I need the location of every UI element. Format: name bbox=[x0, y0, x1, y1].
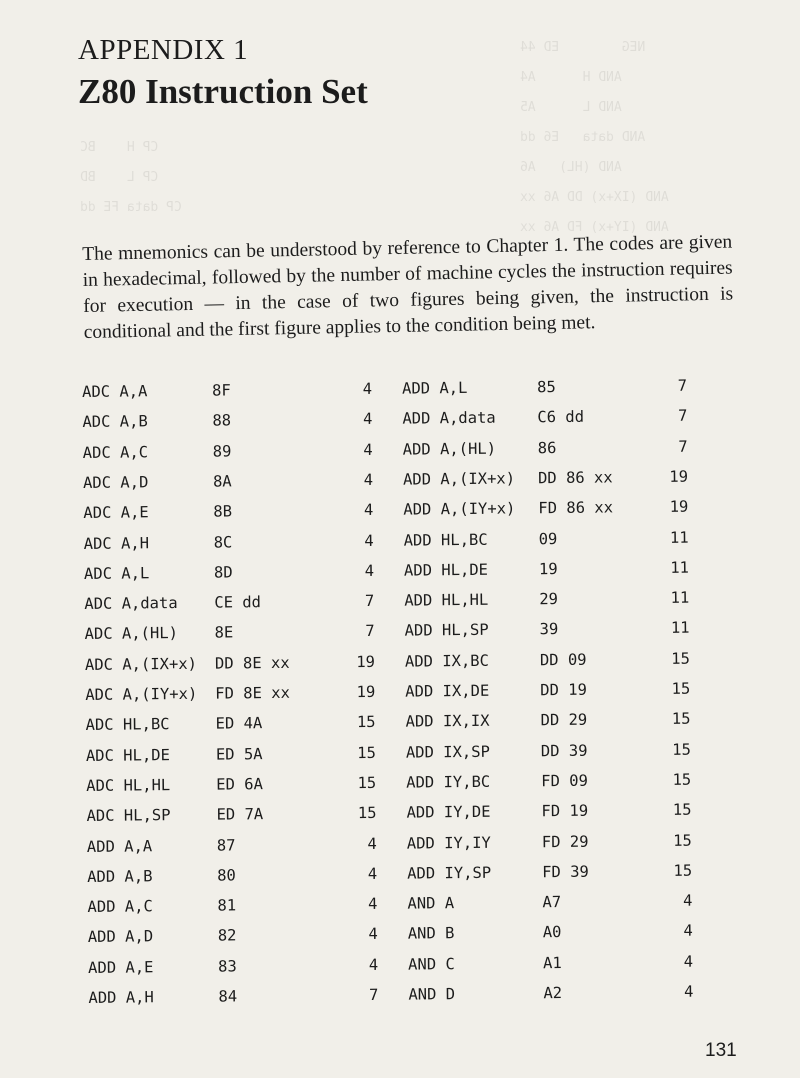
table-row bbox=[85, 679, 725, 712]
right-mnemonic: ADD IX,BC bbox=[404, 651, 490, 671]
left-cycles: 15 bbox=[357, 804, 377, 823]
right-hex-code: FD 86 xx bbox=[538, 498, 614, 518]
left-mnemonic: ADD A,A bbox=[86, 836, 153, 856]
left-cycles: 7 bbox=[368, 985, 379, 1005]
left-hex-code: 88 bbox=[212, 411, 232, 430]
right-hex-code: DD 86 xx bbox=[537, 468, 613, 488]
right-hex-code: A1 bbox=[543, 953, 562, 972]
left-hex-code: ED 6A bbox=[216, 775, 263, 794]
right-mnemonic: AND A bbox=[407, 894, 455, 913]
right-cycles: 15 bbox=[671, 649, 691, 668]
table-row bbox=[86, 800, 726, 833]
right-cycles: 15 bbox=[673, 861, 693, 880]
right-hex-code: DD 39 bbox=[540, 741, 588, 760]
page-number: 131 bbox=[705, 1040, 737, 1061]
right-mnemonic: ADD A,(IY+x) bbox=[403, 499, 516, 519]
right-cycles: 7 bbox=[677, 406, 688, 426]
left-cycles: 4 bbox=[362, 379, 373, 399]
right-cycles: 7 bbox=[678, 437, 688, 456]
table-row bbox=[82, 376, 722, 409]
right-hex-code: FD 39 bbox=[542, 862, 589, 882]
left-hex-code: 8C bbox=[213, 532, 233, 552]
right-mnemonic: ADD IX,IX bbox=[405, 712, 490, 731]
right-cycles: 15 bbox=[673, 831, 692, 850]
right-mnemonic: ADD A,(HL) bbox=[402, 439, 497, 459]
left-cycles: 4 bbox=[367, 864, 378, 883]
table-row bbox=[83, 497, 723, 530]
table-row bbox=[88, 982, 728, 1015]
right-hex-code: 39 bbox=[539, 620, 559, 639]
left-mnemonic: ADC A,D bbox=[82, 473, 149, 492]
table-row bbox=[88, 952, 728, 985]
left-hex-code: DD 8E xx bbox=[214, 653, 290, 673]
left-cycles: 15 bbox=[357, 773, 377, 793]
right-mnemonic: AND D bbox=[408, 985, 456, 1004]
left-hex-code: ED 5A bbox=[215, 744, 263, 764]
left-cycles: 4 bbox=[364, 531, 374, 550]
left-hex-code: 81 bbox=[217, 896, 237, 915]
left-mnemonic: ADC A,data bbox=[84, 594, 178, 614]
table-row bbox=[84, 588, 724, 621]
right-mnemonic: ADD IY,IY bbox=[406, 833, 491, 853]
right-cycles: 19 bbox=[669, 467, 689, 486]
left-hex-code: 80 bbox=[217, 866, 236, 885]
right-cycles: 7 bbox=[677, 376, 688, 395]
right-mnemonic: ADD IY,DE bbox=[406, 802, 491, 822]
right-cycles: 15 bbox=[672, 770, 692, 789]
right-cycles: 4 bbox=[683, 982, 694, 1001]
right-hex-code: DD 29 bbox=[540, 711, 588, 730]
right-mnemonic: AND C bbox=[408, 954, 455, 974]
intro-paragraph: The mnemonics can be understood by reference to Chapter 1. The codes are given in hexadecimal, followed by the number of machine cycles the instruction requires for execution — in the case of two figures being given, the instruction is conditional and the first figure applies to the condition being met. bbox=[82, 231, 734, 343]
right-hex-code: DD 09 bbox=[539, 650, 587, 669]
left-mnemonic: ADD A,B bbox=[87, 867, 153, 886]
right-cycles: 11 bbox=[670, 558, 690, 577]
right-mnemonic: ADD IY,BC bbox=[406, 772, 491, 792]
right-cycles: 4 bbox=[683, 922, 693, 941]
right-hex-code: FD 09 bbox=[541, 771, 588, 791]
left-mnemonic: ADC A,H bbox=[83, 533, 150, 553]
left-mnemonic: ADC A,(IX+x) bbox=[84, 654, 198, 674]
left-cycles: 7 bbox=[364, 592, 375, 611]
left-mnemonic: ADC A,L bbox=[83, 564, 150, 583]
instruction-table bbox=[82, 376, 729, 1033]
left-hex-code: 84 bbox=[218, 987, 238, 1006]
left-hex-code: CE dd bbox=[214, 593, 262, 612]
left-mnemonic: ADD A,H bbox=[88, 988, 154, 1007]
table-row bbox=[85, 649, 725, 682]
left-hex-code: FD 8E xx bbox=[215, 683, 291, 703]
left-cycles: 4 bbox=[368, 895, 378, 914]
left-mnemonic: ADC A,(IY+x) bbox=[85, 684, 198, 704]
left-mnemonic: ADC HL,HL bbox=[86, 775, 171, 795]
right-mnemonic: ADD IY,SP bbox=[407, 863, 492, 883]
right-cycles: 15 bbox=[671, 679, 691, 698]
left-mnemonic: ADC A,E bbox=[83, 503, 149, 523]
right-hex-code: A2 bbox=[543, 984, 563, 1003]
table-row bbox=[83, 437, 723, 470]
right-hex-code: A7 bbox=[542, 893, 562, 912]
right-mnemonic: ADD HL,SP bbox=[404, 621, 489, 641]
left-mnemonic: ADC A,B bbox=[82, 412, 148, 432]
right-hex-code: 85 bbox=[536, 378, 556, 397]
right-hex-code: C6 dd bbox=[537, 408, 585, 427]
left-mnemonic: ADC HL,DE bbox=[85, 745, 170, 765]
table-row bbox=[86, 770, 726, 803]
right-mnemonic: ADD IX,DE bbox=[405, 681, 490, 701]
table-row bbox=[86, 740, 726, 773]
left-cycles: 4 bbox=[363, 501, 374, 520]
left-hex-code: 89 bbox=[212, 442, 232, 461]
right-mnemonic: ADD A,data bbox=[402, 408, 496, 428]
table-row bbox=[87, 831, 727, 864]
left-cycles: 4 bbox=[363, 470, 374, 489]
right-cycles: 15 bbox=[672, 740, 691, 759]
bleed-through-texture: NEG ED 44 AND H A4 AND L A5 AND data E6 dd AND (HL) A6 AND (IX+x) DD A6 xx AND (IY+x) FD A6 xx CP H BC CP L BD CP data FE dd bbox=[80, 40, 669, 235]
right-cycles: 4 bbox=[683, 891, 693, 910]
table-row bbox=[85, 710, 725, 743]
right-hex-code: A0 bbox=[542, 923, 562, 942]
left-hex-code: 8D bbox=[213, 563, 233, 582]
left-hex-code: 82 bbox=[217, 926, 237, 945]
left-hex-code: 87 bbox=[216, 835, 236, 855]
right-mnemonic: ADD HL,BC bbox=[403, 530, 488, 550]
left-mnemonic: ADC HL,SP bbox=[86, 806, 171, 826]
right-cycles: 11 bbox=[670, 619, 690, 638]
table-row bbox=[84, 558, 724, 591]
table-row bbox=[82, 407, 722, 440]
left-hex-code: 83 bbox=[218, 957, 237, 976]
right-hex-code: 19 bbox=[538, 559, 558, 579]
table-row bbox=[88, 922, 728, 955]
left-cycles: 4 bbox=[363, 440, 373, 459]
right-cycles: 11 bbox=[670, 588, 690, 607]
right-mnemonic: ADD A,(IX+x) bbox=[402, 469, 516, 489]
right-cycles: 19 bbox=[669, 497, 689, 517]
right-cycles: 4 bbox=[683, 952, 694, 971]
left-cycles: 15 bbox=[356, 713, 376, 732]
table-row bbox=[83, 467, 723, 500]
right-hex-code: DD 19 bbox=[540, 680, 588, 700]
left-hex-code: 8A bbox=[212, 472, 232, 491]
left-mnemonic: ADD A,C bbox=[87, 897, 153, 917]
right-hex-code: FD 19 bbox=[541, 801, 589, 821]
left-mnemonic: ADC A,A bbox=[82, 382, 148, 401]
right-mnemonic: ADD HL,HL bbox=[404, 590, 489, 610]
right-mnemonic: AND B bbox=[407, 924, 455, 944]
left-cycles: 19 bbox=[356, 652, 376, 671]
left-mnemonic: ADC HL,BC bbox=[85, 715, 170, 735]
left-hex-code: 8E bbox=[214, 623, 234, 643]
left-cycles: 4 bbox=[367, 834, 377, 853]
left-cycles: 7 bbox=[365, 622, 375, 641]
right-hex-code: 29 bbox=[539, 590, 559, 609]
table-row bbox=[84, 528, 724, 561]
left-hex-code: 8B bbox=[213, 502, 233, 521]
appendix-label: APPENDIX 1 bbox=[78, 34, 249, 66]
table-row bbox=[87, 861, 727, 894]
left-mnemonic: ADC A,(HL) bbox=[84, 624, 179, 644]
table-row bbox=[85, 619, 725, 652]
left-cycles: 4 bbox=[368, 925, 378, 944]
right-cycles: 15 bbox=[671, 709, 691, 729]
page-title: Z80 Instruction Set bbox=[78, 72, 368, 111]
left-mnemonic: ADC A,C bbox=[82, 442, 149, 462]
left-hex-code: 8F bbox=[211, 381, 231, 400]
left-mnemonic: ADD A,D bbox=[87, 927, 154, 947]
left-cycles: 19 bbox=[356, 682, 376, 702]
left-cycles: 4 bbox=[362, 410, 373, 429]
left-cycles: 4 bbox=[368, 955, 379, 974]
right-hex-code: FD 29 bbox=[541, 832, 589, 851]
left-cycles: 15 bbox=[357, 743, 376, 762]
left-cycles: 4 bbox=[364, 561, 375, 580]
left-mnemonic: ADD A,E bbox=[88, 957, 154, 977]
left-hex-code: ED 4A bbox=[215, 714, 263, 733]
right-hex-code: 86 bbox=[537, 438, 557, 457]
right-hex-code: 09 bbox=[538, 529, 558, 548]
right-cycles: 11 bbox=[669, 528, 689, 547]
right-mnemonic: ADD HL,DE bbox=[403, 560, 489, 580]
right-cycles: 15 bbox=[672, 800, 692, 820]
left-hex-code: ED 7A bbox=[216, 805, 264, 824]
right-mnemonic: ADD A,L bbox=[401, 378, 468, 398]
right-mnemonic: ADD IX,SP bbox=[405, 742, 490, 762]
table-row bbox=[87, 891, 727, 924]
